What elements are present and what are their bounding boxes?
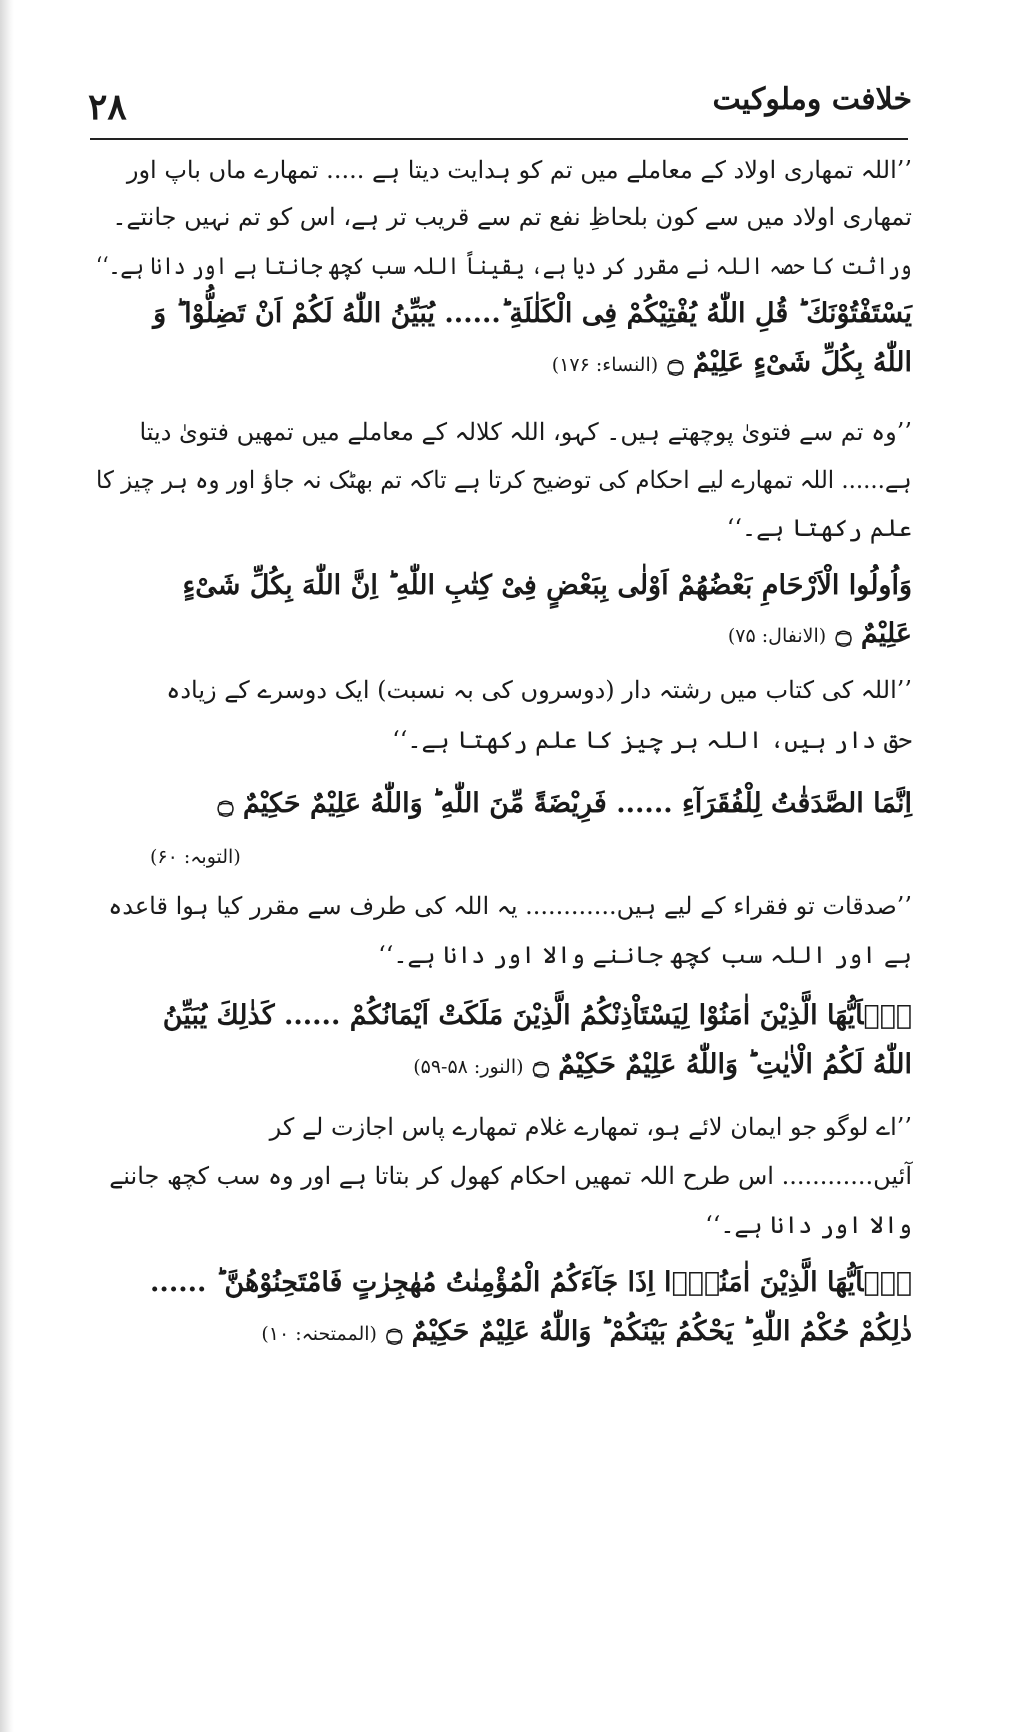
quran-line: اِنَّمَا الصَّدَقٰتُ لِلْفُقَرَآءِ ...... فَرِیْضَةً مِّنَ اللّٰهِ ؕ وَاللّٰهُ عَلِیْمٌ حَكِیْمٌ ۝ [217, 788, 912, 819]
text-line: آئیں............ اس طرح اللہ تمھیں احکام کھول کر بتاتا ہے اور وہ سب کچھ جاننے [109, 1162, 912, 1190]
text-line: ’’اے لوگو جو ایمان لائے ہو، تمھارے غلام تمھارے پاس اجازت لے کر [269, 1113, 912, 1141]
text-line: ’’اللہ کی کتاب میں رشتہ دار (دوسروں کی بہ نسبت) ایک دوسرے کے زیادہ [166, 676, 912, 704]
quran-line: وَاُولُوا الْاَرْحَامِ بَعْضُهُمْ اَوْلٰی بِبَعْضٍ فِیْ كِتٰبِ اللّٰهِ ؕ اِنَّ اللّٰهَ بِكُلِّ شَیْءٍ [182, 570, 912, 601]
running-title: خلافت وملوکیت [712, 82, 912, 117]
text-line: ہے اور اللہ سب کچھ جاننے والا اور دانا ہے۔‘‘ [378, 941, 912, 969]
text-line: ہے...... اللہ تمھارے لیے احکام کی توضیح کرتا ہے تاکہ تم بھٹک نہ جاؤ اور وہ ہر چیز کا [96, 466, 912, 494]
text-line: وراثت کا حصہ اللہ نے مقرر کر دیا ہے، یقیناً اللہ سب کچھ جانتا ہے اور دانا ہے۔‘‘ [96, 252, 912, 280]
page-edge-shadow [0, 0, 14, 1732]
quran-line: یَسْتَفْتُوْنَكَ ؕ قُلِ اللّٰهُ یُفْتِیْكُمْ فِی الْكَلٰلَةِ ؕ...... یُبَیِّنُ اللّٰهُ لَكُمْ اَنْ تَضِلُّوْا ؕ وَ [153, 298, 912, 329]
verse-reference: (التوبہ: ۶۰) [150, 846, 241, 868]
text-line: حق دار ہیں، اللہ ہر چیز کا علم رکھتا ہے۔‘‘ [392, 726, 912, 754]
text-line: ’’وہ تم سے فتویٰ پوچھتے ہیں۔ کہو، اللہ کلالہ کے معاملے میں تمھیں فتویٰ دیتا [139, 418, 912, 446]
quran-line: یٰۤاَیُّهَا الَّذِیْنَ اٰمَنُوْۤا اِذَا جَآءَكُمُ الْمُؤْمِنٰتُ مُهٰجِرٰتٍ فَامْتَحِنُوْهُنَّ ؕ ...... [150, 1267, 912, 1298]
text-line: ’’اللہ تمھاری اولاد کے معاملے میں تم کو ہدایت دیتا ہے ..... تمھارے ماں باپ اور [126, 156, 912, 184]
verse-reference: (الانفال: ۷۵) [727, 625, 827, 647]
text-line: تمھاری اولاد میں سے کون بلحاظِ نفع تم سے قریب تر ہے، اس کو تم نہیں جانتے۔ [112, 203, 912, 231]
text-line: والا اور دانا ہے۔‘‘ [705, 1211, 912, 1239]
quran-line: اللّٰهُ لَكُمُ الْاٰیٰتِ ؕ وَاللّٰهُ عَلِیْمٌ حَكِیْمٌ ۝ (النور: ۵۸-۵۹) [413, 1049, 912, 1080]
verse-reference: (النور: ۵۸-۵۹) [413, 1056, 524, 1078]
quran-line: اللّٰهُ بِكُلِّ شَیْءٍ عَلِیْمٌ ۝ (النساء: ۱۷۶) [551, 347, 912, 378]
verse-reference: (النساء: ۱۷۶) [551, 354, 659, 376]
page-number: ۲۸ [88, 86, 127, 128]
verse-reference: (الممتحنہ: ۱۰) [261, 1323, 377, 1345]
header-rule [90, 138, 908, 140]
quran-line: عَلِیْمٌ ۝ (الانفال: ۷۵) [727, 618, 912, 649]
quran-line: یٰۤاَیُّهَا الَّذِیْنَ اٰمَنُوْا لِیَسْتَاْذِنْكُمُ الَّذِیْنَ مَلَكَتْ اَیْمَانُكُمْ ...... كَذٰلِكَ یُبَیِّنُ [162, 1000, 912, 1031]
text-line: ’’صدقات تو فقراء کے لیے ہیں............ یہ اللہ کی طرف سے مقرر کیا ہوا قاعدہ [108, 892, 912, 920]
text-line: علم رکھتا ہے۔‘‘ [726, 514, 912, 542]
quran-line: ذٰلِكُمْ حُكْمُ اللّٰهِ ؕ یَحْكُمُ بَیْنَكُمْ ؕ وَاللّٰهُ عَلِیْمٌ حَكِیْمٌ ۝ (الممتحنہ: ۱۰) [261, 1316, 912, 1347]
